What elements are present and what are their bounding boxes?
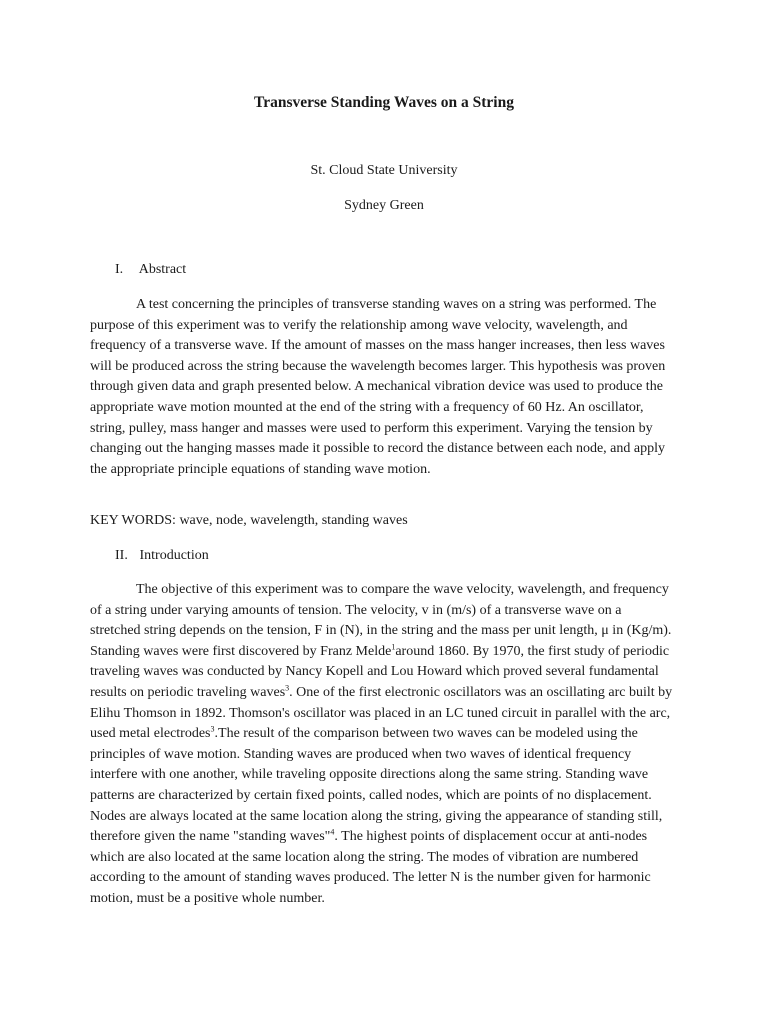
author: Sydney Green [344,198,424,213]
intro-text-3: . One of the first electronic oscillators was an oscillating arc built by Elihu Thomson in 1892. Thomson's oscillator was placed in an LC tuned circuit in parallel with the arc, used metal electrodes [90,684,673,742]
abstract-paragraph: A test concerning the principles of transverse standing waves on a string was performed. The purpose of this experiment was to verify the relationship among wave velocity, wavelength, and frequency of a transverse wave. If the amount of masses on the mass hanger increases, then less waves will be produced across the string because the wavelength becomes larger. This hypothesis was proven through given data and graph presented below. A mechanical vibration device was used to produce the appropriate wave motion mounted at the end of the string with a frequency of 60 Hz. An oscillator, string, pulley, mass hanger and masses were used to perform this experiment. Varying the tension by changing out the hanging masses made it possible to record the distance between each node, and apply the appropriate principle equations of standing wave motion. [90,297,666,477]
citation-superscript: 3 [210,724,215,734]
page-title: Transverse Standing Waves on a String [254,94,514,111]
citation-superscript: 1 [391,642,396,652]
section-heading-introduction [115,548,209,564]
keywords-line: KEY WORDS: wave, node, wavelength, standing waves [90,513,408,528]
section-numeral: I. [115,262,124,277]
citation-superscript: 4 [330,827,335,837]
intro-text-2: around 1860. By 1970, the first study of periodic traveling waves was conducted by Nancy Kopell and Lou Howard which proved several fundamental results on periodic traveling waves [90,643,670,700]
intro-text-1: The objective of this experiment was to compare the wave velocity, wavelength, and frequency of a string under varying amounts of tension. The velocity, v in (m/s) of a transverse wave on a stretched string depends on the tension, F in (N), in the string and the mass per unit length, μ in (Kg/m). Standing waves were first discovered by Franz Melde [90,582,672,659]
intro-text-5: . The highest points of displacement occur at anti-nodes which are also located at the same location along the string. The modes of vibration are numbered according to the amount of standing waves produced. The letter N is the number given for harmonic motion, must be a positive whole number. [90,829,651,906]
section-numeral: II. [115,548,128,563]
institution: St. Cloud State University [310,163,458,178]
section-title: Abstract [138,262,187,277]
citation-superscript: 3 [285,683,290,693]
section-title: Introduction [139,548,209,563]
introduction-paragraph [90,580,673,910]
intro-text-4: .The result of the comparison between two waves can be modeled using the principles of wave motion. Standing waves are produced when two waves of identical frequency interfere with one another, while traveling opposite directions along the same string. Standing wave patterns are characterized by certain fixed points, called nodes, which are points of no displacement. Nodes are always located at the same location along the string, giving the appearance of standing still, therefore given the name "standing waves" [90,726,663,845]
section-heading-abstract [115,262,186,278]
